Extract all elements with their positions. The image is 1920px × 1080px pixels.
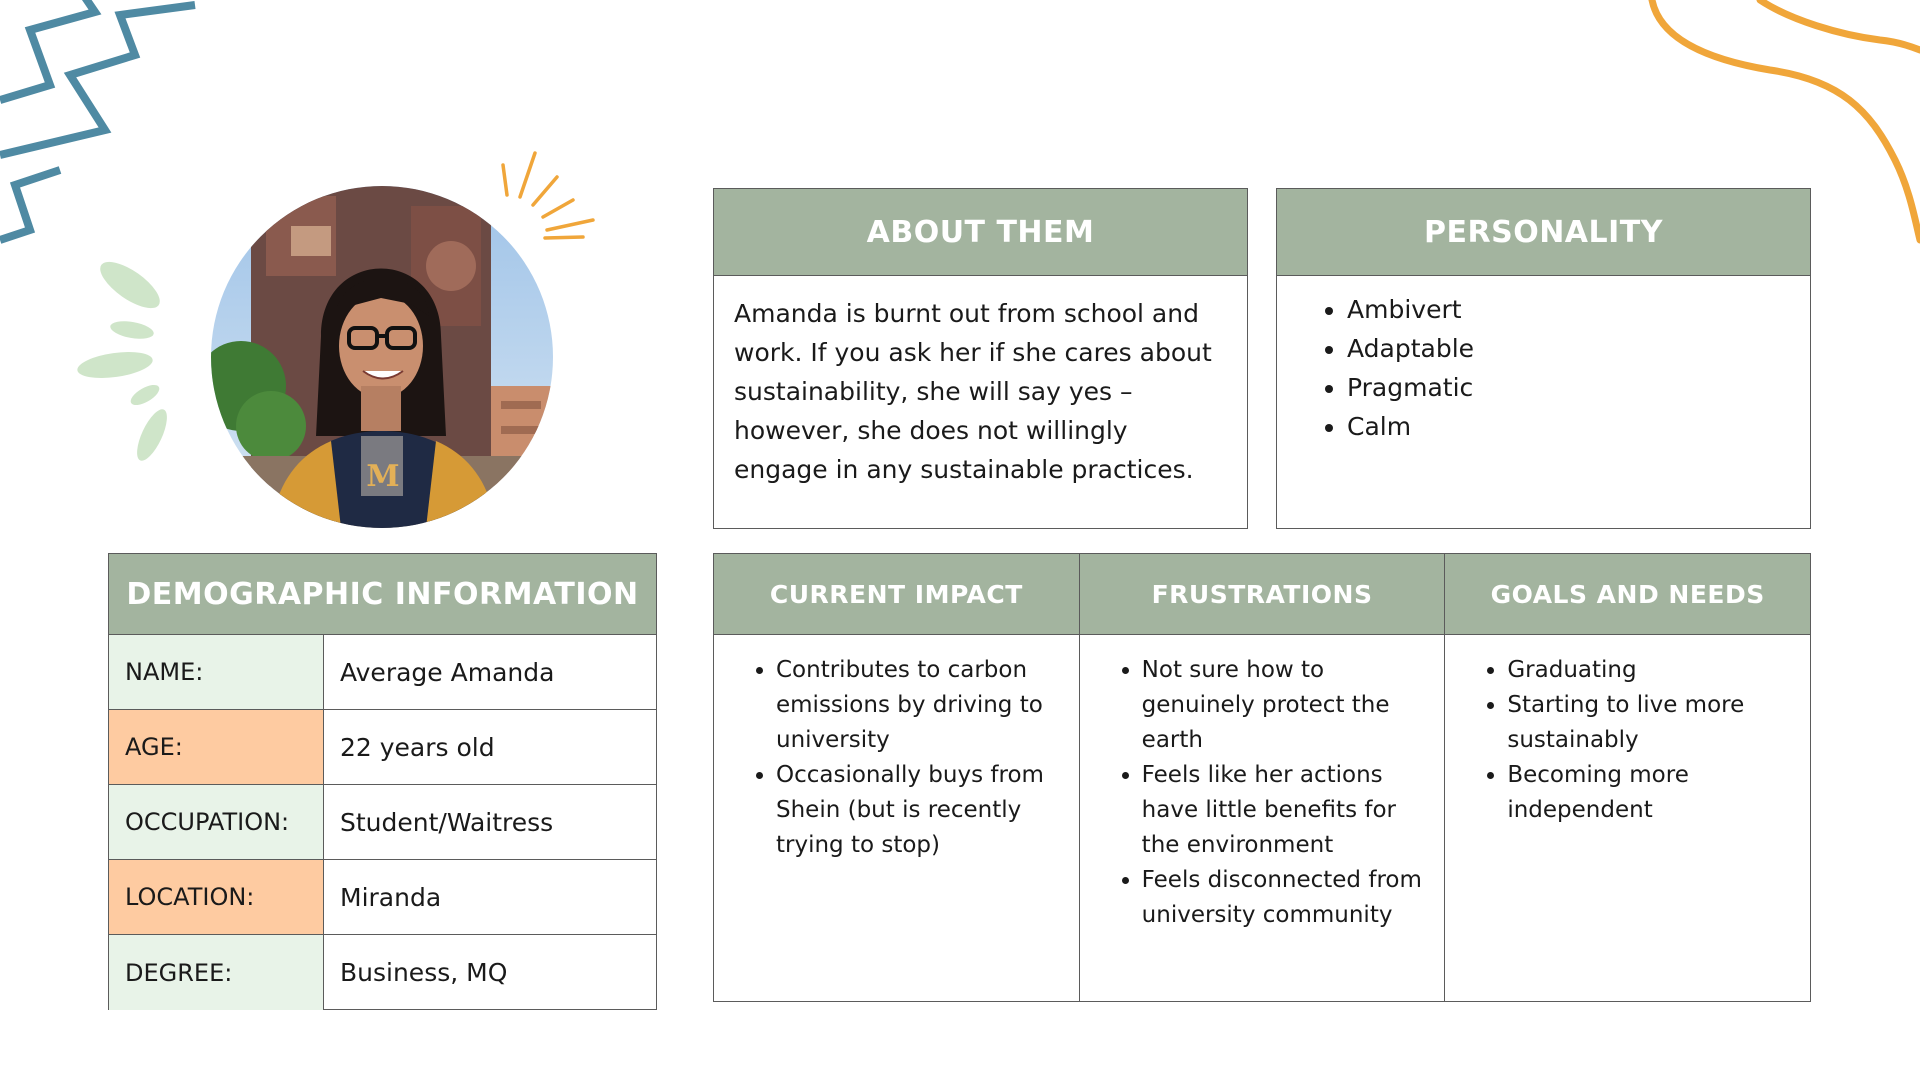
- frustrations-list: [1096, 653, 1425, 933]
- demo-value-degree: Business, MQ: [340, 958, 508, 987]
- impact-frustrations-goals-card: [713, 553, 1811, 1002]
- demo-label-age: AGE:: [109, 710, 324, 784]
- demographic-title: DEMOGRAPHIC INFORMATION: [109, 554, 656, 635]
- personality-list: [1297, 290, 1790, 446]
- personality-card: [1276, 188, 1811, 529]
- list-item: • Feels disconnected from university community: [1142, 863, 1425, 933]
- table-row: [109, 935, 656, 1010]
- goals-list: [1461, 653, 1790, 828]
- current-impact-list: [730, 653, 1059, 863]
- profile-photo: [211, 186, 553, 528]
- frustrations-title: FRUSTRATIONS: [1080, 554, 1445, 635]
- demo-label-name: NAME:: [109, 635, 324, 709]
- demo-label-degree: DEGREE:: [109, 935, 324, 1010]
- leaf-decoration: [70, 255, 180, 475]
- demo-label-location: LOCATION:: [109, 860, 324, 934]
- list-item: • Feels like her actions have little benefits for the environment: [1142, 758, 1425, 863]
- personality-title: PERSONALITY: [1277, 189, 1810, 276]
- demographic-table: [108, 553, 657, 1010]
- list-item: • Pragmatic: [1347, 368, 1790, 407]
- demo-value-age: 22 years old: [340, 732, 495, 762]
- table-row: [109, 635, 656, 710]
- about-card: [713, 188, 1248, 529]
- goals-column: [1445, 554, 1810, 1001]
- list-item: • Occasionally buys from Shein (but is recently trying to stop): [776, 758, 1059, 863]
- demo-label-occupation: OCCUPATION:: [109, 785, 324, 859]
- goals-title: GOALS AND NEEDS: [1445, 554, 1810, 635]
- current-impact-column: [714, 554, 1080, 1001]
- svg-text:M: M: [366, 459, 400, 494]
- table-row: [109, 710, 656, 785]
- list-item: • Not sure how to genuinely protect the earth: [1142, 653, 1425, 758]
- about-title: ABOUT THEM: [714, 189, 1247, 276]
- demo-value-occupation: Student/Waitress: [340, 807, 554, 837]
- list-item: • Becoming more independent: [1507, 758, 1790, 828]
- demo-value-name: Average Amanda: [340, 657, 555, 687]
- sunburst-decoration: [495, 145, 605, 245]
- list-item: • Ambivert: [1347, 290, 1790, 329]
- list-item: • Calm: [1347, 407, 1790, 446]
- about-text: Amanda is burnt out from school and work. If you ask her if she cares about sustainability, she will say yes – however, she does not willingly engage in any sustainable practices.: [734, 299, 1212, 484]
- list-item: • Graduating: [1507, 653, 1790, 688]
- table-row: [109, 785, 656, 860]
- list-item: • Adaptable: [1347, 329, 1790, 368]
- current-impact-title: CURRENT IMPACT: [714, 554, 1079, 635]
- table-row: [109, 860, 656, 935]
- demo-value-location: Miranda: [340, 882, 442, 912]
- list-item: • Contributes to carbon emissions by driving to university: [776, 653, 1059, 758]
- frustrations-column: [1080, 554, 1446, 1001]
- list-item: • Starting to live more sustainably: [1507, 688, 1790, 758]
- zigzag-decoration: [0, 0, 200, 260]
